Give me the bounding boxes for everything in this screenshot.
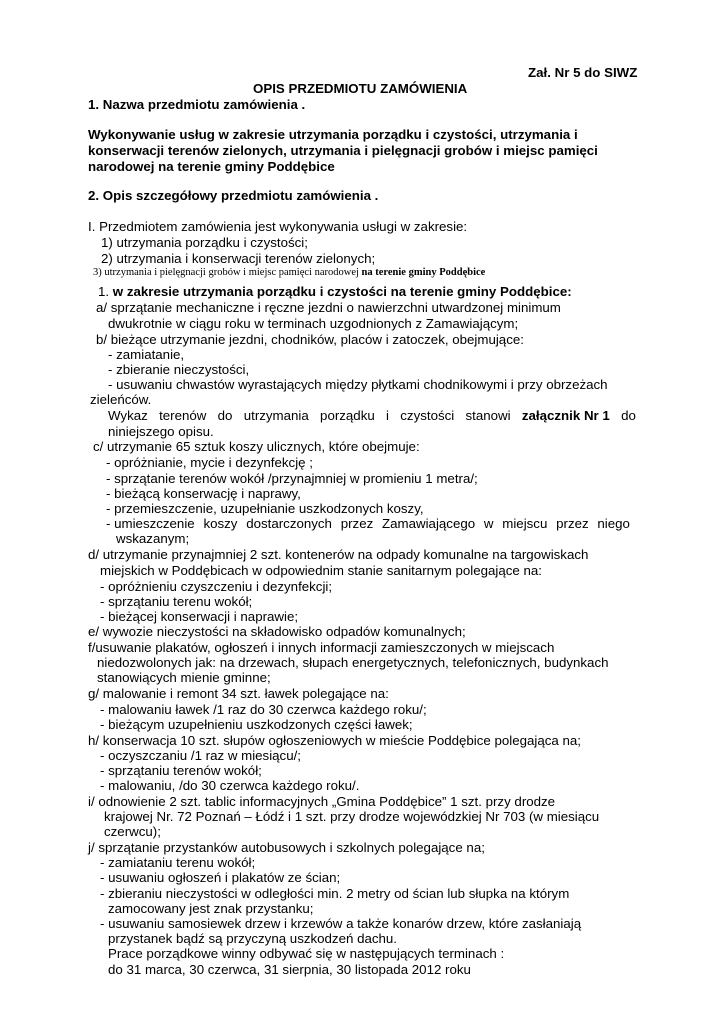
word: utrzymania xyxy=(243,408,309,423)
list-item: - bieżącą konserwację i naprawy, xyxy=(106,486,301,501)
list-item: zamocowany jest znak przystanku; xyxy=(108,901,314,916)
word: Wykaz xyxy=(108,408,148,423)
list-item: do 31 marca, 30 czerwca, 31 sierpnia, 30 listopada 2012 roku xyxy=(108,962,471,977)
contract-name-line: narodowej na terenie gminy Poddębice xyxy=(88,159,335,174)
word: przez xyxy=(556,516,589,531)
scope-item-bold: na terenie gminy Poddębice xyxy=(361,267,486,278)
list-item: przystanek bądź są przyczyną uszkodzeń dachu. xyxy=(108,931,397,946)
list-item: - opróżnianie, mycie i dezynfekcję ; xyxy=(106,455,313,470)
list-item: j/ sprzątanie przystanków autobusowych i szkolnych polegające na; xyxy=(88,840,485,855)
list-item: - przemieszczenie, uzupełnianie uszkodzonych koszy, xyxy=(106,501,424,516)
section-1-heading: 1. Nazwa przedmiotu zamówienia . xyxy=(88,97,306,112)
attachment-label: Zał. Nr 5 do SIWZ xyxy=(528,65,638,80)
list-item: zieleńców. xyxy=(90,392,152,407)
word: miejscu xyxy=(502,516,548,531)
word: i xyxy=(386,408,389,423)
list-item: - malowaniu, /do 30 czerwca każdego roku/. xyxy=(100,778,360,793)
contract-name-line: Wykonywanie usług w zakresie utrzymania porządku i czystości, utrzymania i xyxy=(88,127,578,142)
section-2-heading: 2. Opis szczegółowy przedmiotu zamówienia . xyxy=(88,188,379,203)
list-item: stanowiących mienie gminne; xyxy=(97,670,271,685)
list-item: - oczyszczaniu /1 raz w miesiącu/; xyxy=(100,748,301,763)
list-item: miejskich w Poddębicach w odpowiednim stanie sanitarnym polegające na: xyxy=(100,563,542,578)
attachment-reference: załącznik Nr 1 xyxy=(521,408,610,423)
part-1-heading xyxy=(98,284,572,300)
list-item: - bieżącym uzupełnieniu uszkodzonych części ławek; xyxy=(100,717,413,732)
list-item: - zamiatanie, xyxy=(108,347,185,362)
list-item: niniejszego opisu. xyxy=(108,424,214,439)
scope-item xyxy=(93,265,485,281)
word: w xyxy=(483,516,494,531)
list-item: e/ wywozie nieczystości na składowisko odpadów komunalnych; xyxy=(88,624,466,639)
list-item: - sprzątaniu terenów wokół; xyxy=(100,763,262,778)
list-item: b/ bieżące utrzymanie jezdni, chodników, placów i zatoczek, obejmujące: xyxy=(96,332,524,347)
word: dostarczonych xyxy=(246,516,332,531)
list-item: h/ konserwacja 10 szt. słupów ogłoszeniowych w mieście Poddębice polegająca na; xyxy=(88,733,581,748)
list-item: dwukrotnie w ciągu roku w terminach uzgodnionych z Zamawiającym; xyxy=(108,316,519,331)
list-item: - usuwaniu ogłoszeń i plakatów ze ścian; xyxy=(100,870,341,885)
word: do xyxy=(621,408,636,423)
list-item: - zbieranie nieczystości, xyxy=(108,362,250,377)
list-item: a/ sprzątanie mechaniczne i ręczne jezdni o nawierzchni utwardzonej minimum xyxy=(96,300,561,315)
list-item: niedozwolonych jak: na drzewach, słupach energetycznych, telefonicznych, budynkach xyxy=(97,655,609,670)
word: - umieszczenie xyxy=(106,516,195,531)
word: koszy xyxy=(203,516,238,531)
part-1-title: w zakresie utrzymania porządku i czystości na terenie gminy Poddębice: xyxy=(112,284,572,299)
list-item: - bieżącej konserwacji i naprawie; xyxy=(100,609,299,624)
list-item: i/ odnowienie 2 szt. tablic informacyjnych „Gmina Poddębice” 1 szt. przy drodze xyxy=(88,794,556,809)
list-item: f/usuwanie plakatów, ogłoszeń i innych informacji zamieszczonych w miejscach xyxy=(88,640,555,655)
contract-name-line: konserwacji terenów zielonych, utrzymania i pielęgnacji grobów i miejsc pamięci xyxy=(88,143,598,158)
list-item xyxy=(106,516,630,532)
word: Zamawiającego xyxy=(382,516,476,531)
scope-item: 2) utrzymania i konserwacji terenów zielonych; xyxy=(101,251,376,266)
list-item: wskazanym; xyxy=(116,531,190,546)
word: stanowi xyxy=(465,408,511,423)
list-item: - zbieraniu nieczystości w odległości min. 2 metry od ścian lub słupka na którym xyxy=(100,886,570,901)
list-item: krajowej Nr. 72 Poznań – Łódź i 1 szt. przy drodze wojewódzkiej Nr 703 (w miesiącu xyxy=(104,809,600,824)
word: przez xyxy=(340,516,374,531)
list-item: - sprzątanie terenów wokół /przynajmniej w promieniu 1 metra/; xyxy=(106,471,478,486)
list-item: - usuwaniu chwastów wyrastających między płytkami chodnikowymi i przy obrzeżach xyxy=(108,377,608,392)
list-item: d/ utrzymanie przynajmniej 2 szt. kontenerów na odpady komunalne na targowiskach xyxy=(88,547,589,562)
word: terenów xyxy=(159,408,207,423)
scope-item-text: 3) utrzymania i pielęgnacji grobów i miejsc pamięci narodowej xyxy=(93,267,362,278)
list-item: - sprzątaniu terenu wokół; xyxy=(100,594,253,609)
list-item: g/ malowanie i remont 34 szt. ławek polegające na: xyxy=(88,686,389,701)
word: czystości xyxy=(400,408,455,423)
list-item: - opróżnieniu czyszczeniu i dezynfekcji; xyxy=(100,579,333,594)
list-item: czerwcu); xyxy=(104,824,161,839)
word: niego xyxy=(597,516,630,531)
wykaz-line xyxy=(108,408,636,424)
word: do xyxy=(217,408,233,423)
intro-line: I. Przedmiotem zamówienia jest wykonywania usługi w zakresie: xyxy=(88,219,468,234)
list-item: Prace porządkowe winny odbywać się w następujących terminach : xyxy=(108,946,505,961)
part-1-number: 1. xyxy=(98,284,113,299)
list-item: - zamiataniu terenu wokół; xyxy=(100,855,256,870)
page-title: OPIS PRZEDMIOTU ZAMÓWIENIA xyxy=(253,81,468,96)
list-item: - malowaniu ławek /1 raz do 30 czerwca każdego roku/; xyxy=(100,702,427,717)
list-item: c/ utrzymanie 65 sztuk koszy ulicznych, które obejmuje: xyxy=(93,439,420,454)
scope-item: 1) utrzymania porządku i czystości; xyxy=(101,235,308,250)
word: porządku xyxy=(320,408,375,423)
list-item: - usuwaniu samosiewek drzew i krzewów a także konarów drzew, które zasłaniają xyxy=(100,916,582,931)
